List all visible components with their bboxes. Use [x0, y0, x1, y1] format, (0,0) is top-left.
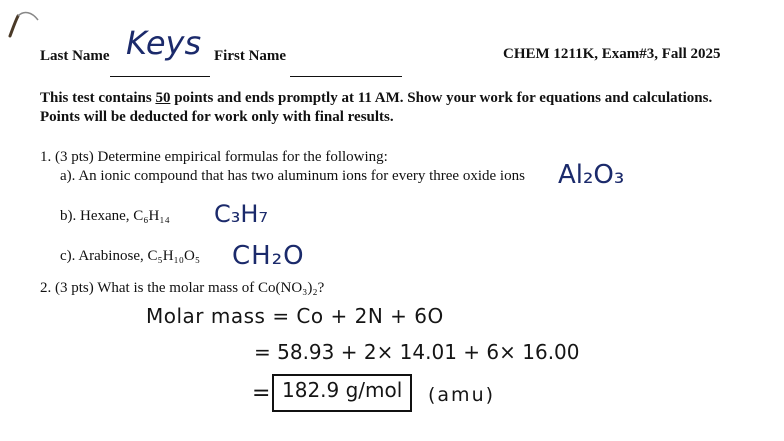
instructions-post: points and ends promptly at 11 AM. Show your work for equations and calculations. — [170, 90, 713, 106]
q1c-answer: CH₂O — [232, 241, 305, 271]
q2-prompt: 2. (3 pts) What is the molar mass of Co(NO₃)₂? — [40, 280, 325, 296]
staple-mark — [4, 2, 44, 42]
course-title: CHEM 1211K, Exam#3, Fall 2025 — [503, 46, 721, 62]
last-name-label: Last Name — [40, 48, 110, 64]
q2-final-answer-box — [272, 374, 412, 412]
q1b-text: b). Hexane, C₆H₁₄ — [60, 208, 170, 224]
q2-work-line1: Molar mass = Co + 2N + 6O — [146, 304, 444, 328]
instructions-line1 — [40, 90, 712, 107]
q1b-answer: C₃H₇ — [214, 200, 269, 228]
q2-final-answer: 182.9 g/mol — [282, 378, 403, 402]
instructions-line2: Points will be deducted for work only with final results. — [40, 109, 394, 125]
first-name-underline — [290, 64, 402, 82]
q1c-text: c). Arabinose, C₅H₁₀O₅ — [60, 248, 201, 264]
q2-work-line2: = 58.93 + 2× 14.01 + 6× 16.00 — [254, 340, 580, 364]
instructions-pre: This test contains — [40, 90, 156, 106]
q2-equals: = — [252, 381, 271, 406]
last-name-value: Keys — [126, 24, 202, 62]
instructions-points: 50 — [155, 90, 171, 106]
first-name-label: First Name — [214, 48, 287, 64]
q2-unit-note: (amu) — [428, 384, 496, 406]
q1a-text: a). An ionic compound that has two aluminum ions for every three oxide ions — [60, 168, 525, 184]
q1a-answer: Al₂O₃ — [558, 160, 625, 190]
last-name-underline — [110, 64, 210, 82]
q1-prompt: 1. (3 pts) Determine empirical formulas for the following: — [40, 149, 388, 165]
